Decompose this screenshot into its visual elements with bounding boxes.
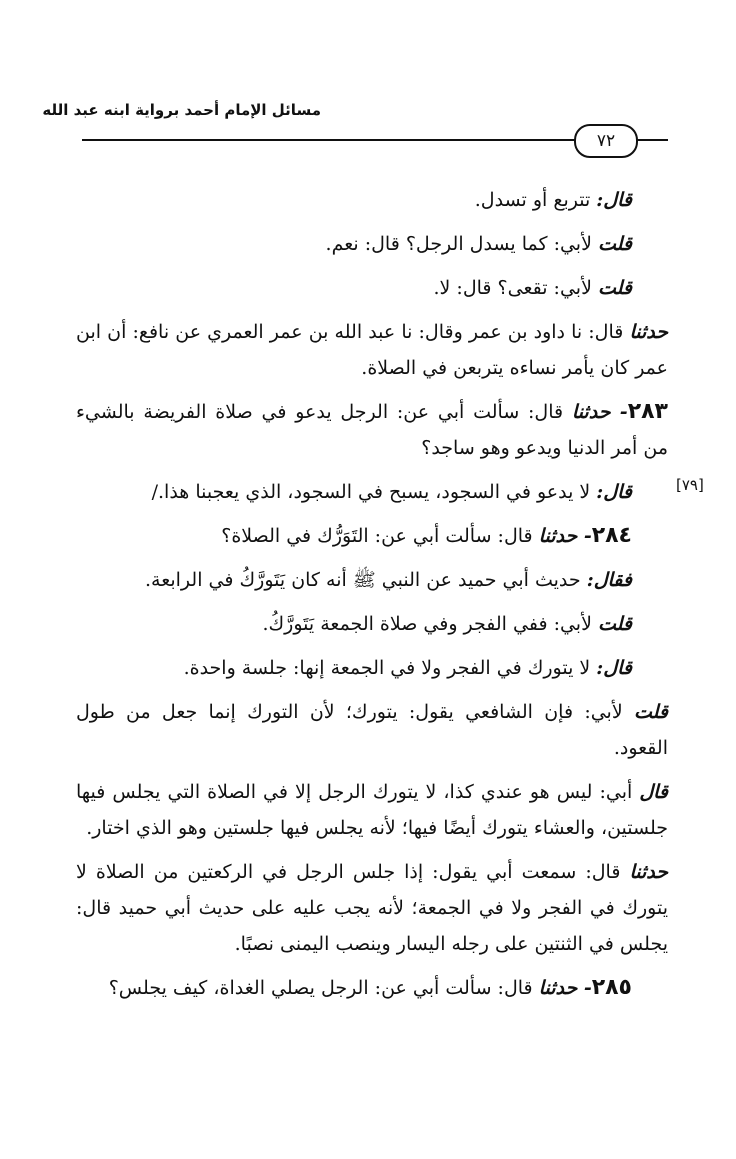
- paragraph-lead: - حدثنا: [571, 401, 628, 423]
- paragraph-lead: قال:: [596, 657, 632, 679]
- paragraph-13: [76, 854, 668, 962]
- paragraph-text: لأبي: فإن الشافعي يقول: يتورك؛ لأن التورك إنما جعل من طول القعود.: [76, 701, 668, 759]
- paragraph-lead: قلت: [597, 233, 632, 255]
- paragraph-lead: قلت: [597, 277, 632, 299]
- paragraph-text: حديث أبي حميد عن النبي ﷺ أنه كان يَتَورَّكُ في الرابعة.: [144, 569, 587, 591]
- paragraph-lead: قال:: [596, 189, 632, 211]
- paragraph-11: [76, 694, 668, 766]
- paragraph-12: [76, 774, 668, 846]
- paragraph-text: لأبي: كما يسدل الرجل؟ قال: نعم.: [325, 233, 598, 255]
- paragraph-14: [76, 970, 668, 1006]
- paragraph-2: [76, 226, 668, 262]
- paragraph-text: قال: سألت أبي عن: التَوَرُّك في الصلاة؟: [221, 525, 539, 547]
- paragraph-3: [76, 270, 668, 306]
- paragraph-4: [76, 314, 668, 386]
- paragraph-lead: - حدثنا: [538, 525, 592, 547]
- paragraph-lead: حدثنا: [629, 861, 668, 883]
- margin-page-reference: [٧٩]: [676, 476, 704, 494]
- paragraph-text: لأبي: تقعى؟ قال: لا.: [433, 277, 598, 299]
- item-number: ٢٨٥: [591, 975, 632, 1000]
- paragraph-lead: - حدثنا: [538, 977, 592, 999]
- paragraph-6: [76, 474, 668, 510]
- paragraph-9: [76, 606, 668, 642]
- body-text: [76, 182, 668, 1014]
- paragraph-5: [76, 394, 668, 466]
- paragraph-text: لا يدعو في السجود، يسبح في السجود، الذي يعجبنا هذا./: [151, 481, 597, 503]
- paragraph-text: أبي: ليس هو عندي كذا، لا يتورك الرجل إلا في الصلاة التي يجلس فيها جلستين، والعشاء يتورك أيضًا فيها؛ لأنه يجلس فيها جلستين وهو الذي اختار.: [76, 781, 668, 839]
- paragraph-text: قال: سألت أبي عن: الرجل يدعو في صلاة الفريضة بالشيء من أمر الدنيا ويدعو وهو ساجد؟: [76, 401, 668, 459]
- page-number-badge: ٧٢: [574, 124, 638, 158]
- paragraph-10: [76, 650, 668, 686]
- paragraph-text: تتربع أو تسدل.: [474, 189, 597, 211]
- paragraph-text: لا يتورك في الفجر ولا في الجمعة إنها: جلسة واحدة.: [183, 657, 597, 679]
- paragraph-lead: فقال:: [586, 569, 632, 591]
- running-header-title: مسائل الإمام أحمد برواية ابنه عبد الله: [42, 101, 321, 119]
- paragraph-text: قال: سمعت أبي يقول: إذا جلس الرجل في الركعتين من الصلاة لا يتورك في الفجر ولا في الجمعة؛ لأنه يجب عليه على حديث أبي حميد قال: يجلس في الثنتين على رجله اليسار وينصب اليمنى نصبًا.: [76, 861, 668, 955]
- item-number: ٢٨٣: [627, 399, 668, 424]
- paragraph-lead: قلت: [597, 613, 632, 635]
- paragraph-lead: قال:: [596, 481, 632, 503]
- paragraph-text: لأبي: ففي الفجر وفي صلاة الجمعة يَتَورَّكُ.: [262, 613, 598, 635]
- paragraph-lead: قلت: [633, 701, 668, 723]
- paragraph-8: [76, 562, 668, 598]
- paragraph-text: قال: سألت أبي عن: الرجل يصلي الغداة، كيف يجلس؟: [108, 977, 539, 999]
- paragraph-lead: قال: [639, 781, 668, 803]
- paragraph-lead: حدثنا: [629, 321, 668, 343]
- paragraph-1: [76, 182, 668, 218]
- paragraph-7: [76, 518, 668, 554]
- paragraph-text: قال: نا داود بن عمر وقال: نا عبد الله بن عمر العمري عن نافع: أن ابن عمر كان يأمر نساءه يتربعن في الصلاة.: [76, 321, 668, 379]
- item-number: ٢٨٤: [591, 523, 632, 548]
